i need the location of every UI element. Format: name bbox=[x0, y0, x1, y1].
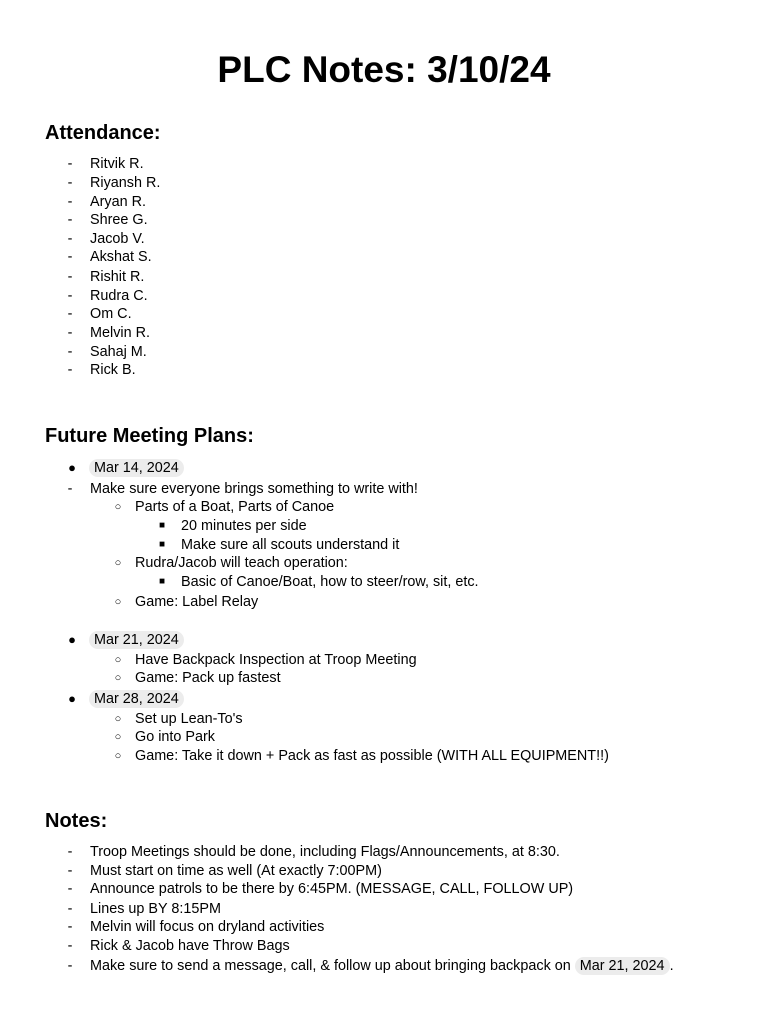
bullet-circle: ○ bbox=[114, 557, 122, 569]
dash-bullet: - bbox=[67, 844, 73, 860]
attendee-name: Ritvik R. bbox=[90, 156, 144, 172]
dash-bullet: - bbox=[67, 212, 73, 228]
bullet-square: ■ bbox=[158, 576, 166, 587]
attendee-name: Rishit R. bbox=[90, 269, 145, 285]
bullet-circle: ○ bbox=[114, 672, 122, 684]
dash-bullet: - bbox=[67, 901, 73, 917]
list-item: Rudra/Jacob will teach operation: bbox=[135, 555, 348, 571]
date-chip[interactable]: Mar 28, 2024 bbox=[89, 690, 184, 708]
bullet-circle: ○ bbox=[114, 596, 122, 608]
date-chip[interactable]: Mar 21, 2024 bbox=[89, 631, 184, 649]
list-item: Basic of Canoe/Boat, how to steer/row, sit, etc. bbox=[181, 574, 479, 590]
date-chip[interactable]: Mar 14, 2024 bbox=[89, 459, 184, 477]
dash-bullet: - bbox=[67, 175, 73, 191]
note-item: Rick & Jacob have Throw Bags bbox=[90, 938, 290, 954]
bullet-circle: ○ bbox=[114, 713, 122, 725]
attendee-name: Riyansh R. bbox=[90, 175, 161, 191]
bullet-circle: ○ bbox=[114, 501, 122, 513]
dash-bullet: - bbox=[67, 919, 73, 935]
note-item: Troop Meetings should be done, including Flags/Announcements, at 8:30. bbox=[90, 844, 560, 860]
note-item: Melvin will focus on dryland activities bbox=[90, 919, 325, 935]
dash-bullet: - bbox=[67, 156, 73, 172]
note-period: . bbox=[669, 958, 674, 974]
notes-heading: Notes: bbox=[45, 810, 108, 832]
attendee-name: Sahaj M. bbox=[90, 344, 147, 360]
list-item: Have Backpack Inspection at Troop Meeting bbox=[135, 652, 417, 668]
attendee-name: Shree G. bbox=[90, 212, 148, 228]
bullet-circle: ○ bbox=[114, 731, 122, 743]
attendee-name: Rick B. bbox=[90, 362, 136, 378]
list-item: Go into Park bbox=[135, 729, 215, 745]
attendee-name: Om C. bbox=[90, 306, 132, 322]
list-item: Make sure everyone brings something to write with! bbox=[90, 481, 418, 497]
dash-bullet: - bbox=[67, 269, 73, 285]
dash-bullet: - bbox=[67, 325, 73, 341]
dash-bullet: - bbox=[67, 863, 73, 879]
dash-bullet: - bbox=[67, 938, 73, 954]
attendance-heading: Attendance: bbox=[45, 122, 161, 144]
attendee-name: Jacob V. bbox=[90, 231, 145, 247]
attendee-name: Rudra C. bbox=[90, 288, 148, 304]
list-item: Make sure all scouts understand it bbox=[181, 537, 400, 553]
note-item: Must start on time as well (At exactly 7:00PM) bbox=[90, 863, 382, 879]
note-text: Make sure to send a message, call, & follow up about bringing backpack on bbox=[90, 958, 571, 974]
list-item: Game: Label Relay bbox=[135, 594, 259, 610]
bullet-square: ■ bbox=[158, 539, 166, 550]
page-title: PLC Notes: 3/10/24 bbox=[217, 49, 551, 90]
attendee-name: Melvin R. bbox=[90, 325, 150, 341]
note-item bbox=[90, 957, 674, 975]
dash-bullet: - bbox=[67, 481, 73, 497]
dash-bullet: - bbox=[67, 958, 73, 974]
dash-bullet: - bbox=[67, 362, 73, 378]
dash-bullet: - bbox=[67, 194, 73, 210]
bullet-circle: ○ bbox=[114, 750, 122, 762]
list-item: 20 minutes per side bbox=[181, 518, 307, 534]
list-item: Set up Lean-To's bbox=[135, 711, 243, 727]
dash-bullet: - bbox=[67, 249, 73, 265]
dash-bullet: - bbox=[67, 231, 73, 247]
bullet-square: ■ bbox=[158, 520, 166, 531]
date-chip[interactable]: Mar 21, 2024 bbox=[575, 957, 670, 975]
bullet-dot: ● bbox=[68, 691, 76, 706]
note-item: Announce patrols to be there by 6:45PM. (MESSAGE, CALL, FOLLOW UP) bbox=[90, 881, 574, 897]
bullet-circle: ○ bbox=[114, 654, 122, 666]
attendee-name: Aryan R. bbox=[90, 194, 146, 210]
bullet-dot: ● bbox=[68, 632, 76, 647]
attendee-name: Akshat S. bbox=[90, 249, 152, 265]
list-item: Game: Take it down + Pack as fast as possible (WITH ALL EQUIPMENT!!) bbox=[135, 748, 609, 764]
dash-bullet: - bbox=[67, 306, 73, 322]
future-plans-heading: Future Meeting Plans: bbox=[45, 425, 254, 447]
dash-bullet: - bbox=[67, 881, 73, 897]
dash-bullet: - bbox=[67, 344, 73, 360]
dash-bullet: - bbox=[67, 288, 73, 304]
list-item: Game: Pack up fastest bbox=[135, 670, 281, 686]
note-item: Lines up BY 8:15PM bbox=[90, 901, 221, 917]
bullet-dot: ● bbox=[68, 460, 76, 475]
list-item: Parts of a Boat, Parts of Canoe bbox=[135, 499, 335, 515]
